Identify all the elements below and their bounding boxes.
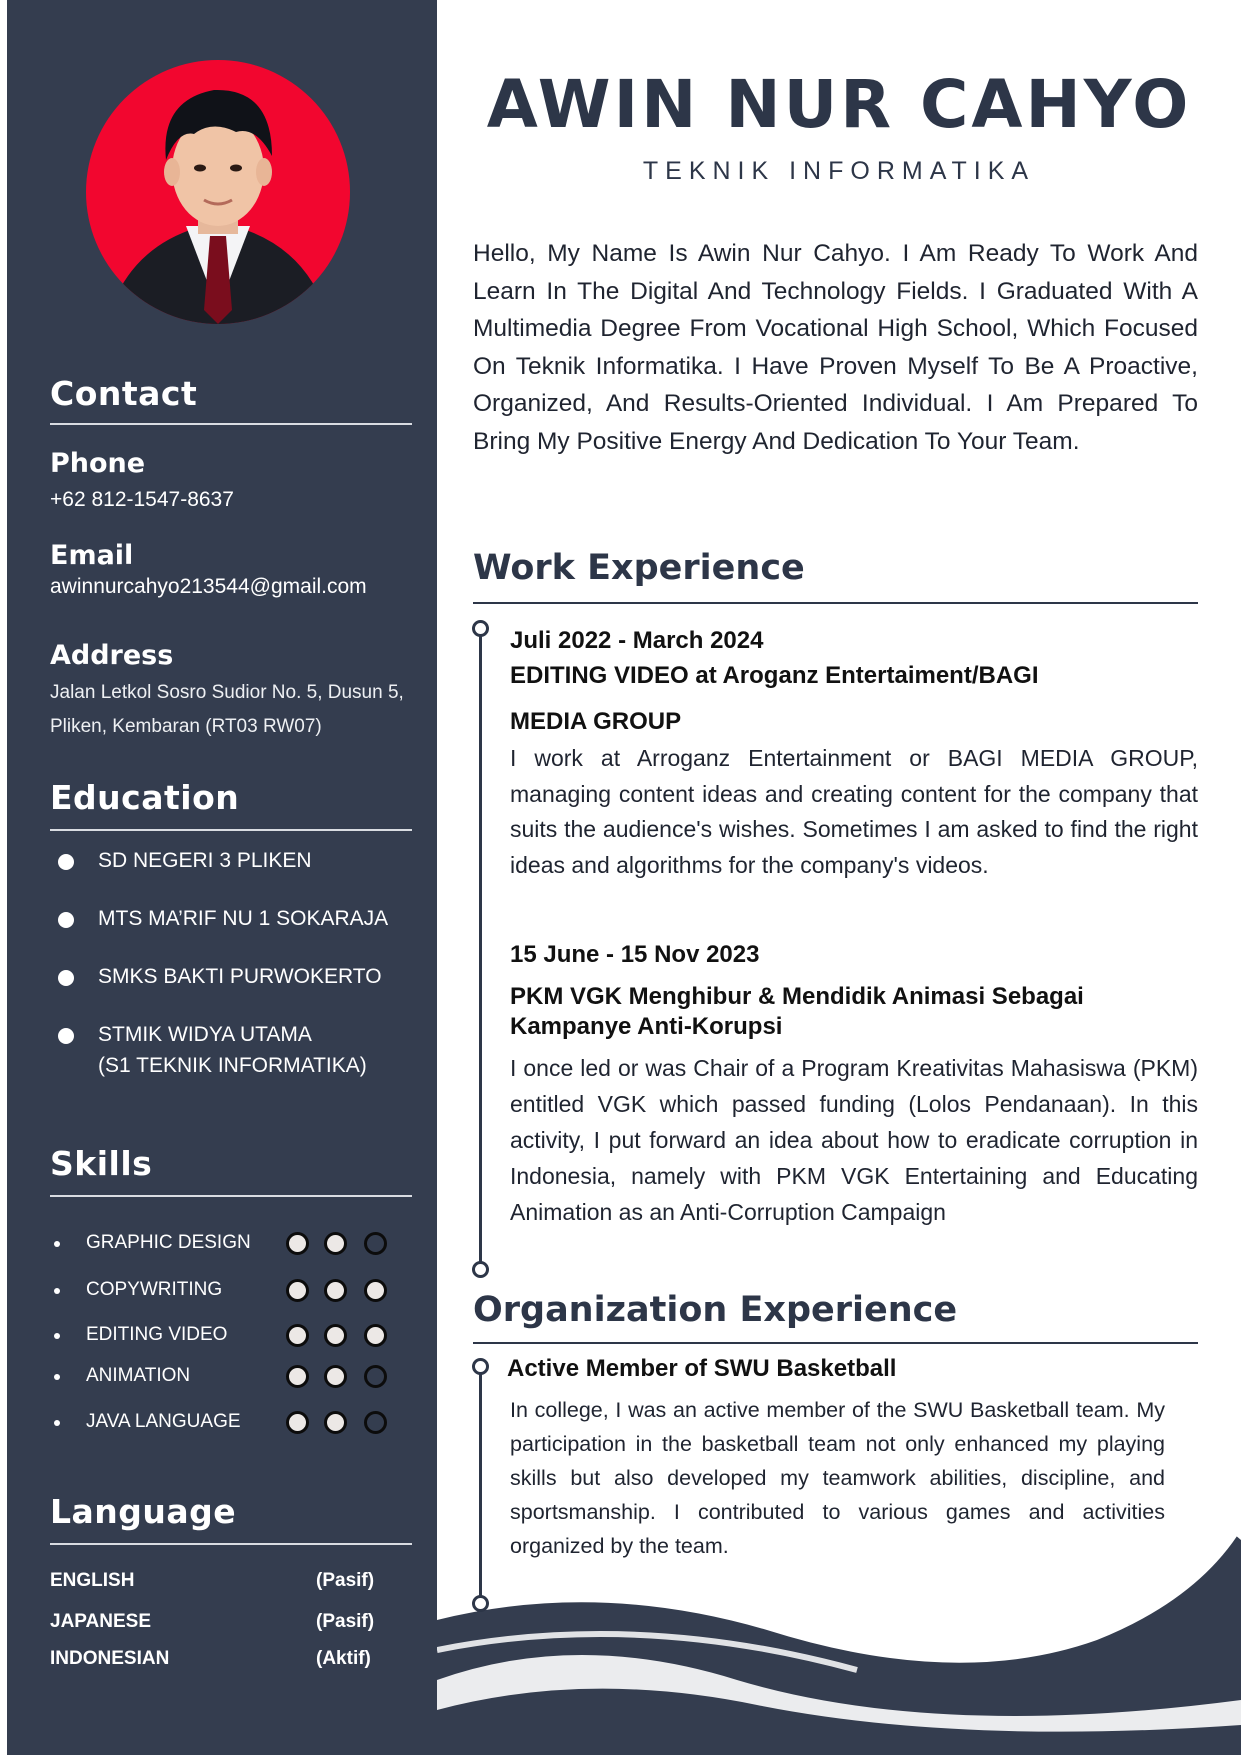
skill-level-filled-icon (324, 1279, 347, 1302)
education-school: MTS MA’RIF NU 1 SOKARAJA (98, 907, 389, 930)
skill-level-filled-icon (324, 1411, 347, 1434)
language-item (50, 1611, 390, 1637)
education-school: SMKS BAKTI PURWOKERTO (98, 965, 382, 988)
profile-photo (86, 60, 350, 324)
email-label: Email (50, 540, 134, 571)
skill-level-empty-icon (364, 1411, 387, 1434)
language-item (50, 1570, 390, 1596)
skill-level-filled-icon (324, 1232, 347, 1255)
address-value: Jalan Letkol Sosro Sudior No. 5, Dusun 5, Pliken, Kembaran (RT03 RW07) (50, 682, 404, 737)
phone-label: Phone (50, 448, 146, 479)
education-title: Education (50, 778, 240, 817)
organization-experience-divider (473, 1342, 1198, 1344)
work-date: Juli 2022 - March 2024 (510, 627, 764, 654)
language-name: INDONESIAN (50, 1648, 170, 1669)
skill-level-filled-icon (364, 1324, 387, 1347)
profile-summary: Hello, My Name Is Awin Nur Cahyo. I Am Ready To Work And Learn In The Digital And Technology Fields. I Graduated With A Multimedia Degree From Vocational High School, Which Focused On Teknik Informatika. I Have Proven Myself To Be A Proactive, Organized, And Results-Oriented Individual. I Am Prepared To Bring My Positive Energy And Dedication To Your Team. (473, 240, 1198, 455)
bullet-icon (54, 1374, 60, 1380)
language-name: JAPANESE (50, 1611, 152, 1632)
skill-item (50, 1363, 420, 1391)
full-name: AWIN NUR CAHYO (486, 66, 1192, 143)
address-label: Address (50, 640, 174, 671)
skill-level-filled-icon (286, 1324, 309, 1347)
skill-name: COPYWRITING (86, 1279, 223, 1300)
work-role-continued: MEDIA GROUP (510, 708, 682, 735)
sidebar (7, 0, 437, 1755)
work-role: EDITING VIDEO at Aroganz Entertaiment/BAGI (510, 662, 1039, 689)
bullet-icon (58, 854, 74, 870)
skill-level-filled-icon (286, 1232, 309, 1255)
contact-title: Contact (50, 374, 198, 413)
language-name: ENGLISH (50, 1570, 135, 1591)
skill-name: GRAPHIC DESIGN (86, 1232, 251, 1253)
work-role-continued: Kampanye Anti-Korupsi (510, 1013, 783, 1040)
timeline-node-icon (472, 1595, 489, 1612)
skills-divider (50, 1195, 412, 1197)
skill-name: ANIMATION (86, 1365, 191, 1386)
timeline-node-icon (472, 1261, 489, 1278)
language-level: (Pasif) (316, 1611, 375, 1632)
skill-name: JAVA LANGUAGE (86, 1411, 241, 1432)
work-description: I once led or was Chair of a Program Kreativitas Mahasiswa (PKM) entitled VGK which passed funding (Lolos Pendanaan). In this activity, I put forward an idea about how to eradicate corruption in Indonesia, namely with PKM VGK Entertaining and Educating Animation as an Anti-Corruption Campaign (510, 1055, 1198, 1225)
timeline-node-icon (472, 620, 489, 637)
work-experience-divider (473, 602, 1198, 604)
skill-level-empty-icon (364, 1365, 387, 1388)
organization-description: In college, I was an active member of the SWU Basketball team. My participation in the basketball team not only enhanced my playing skills but also developed my teamwork abilities, discipline, and sportsmanship. I contributed to various games and activities organized by the team. (510, 1398, 1165, 1558)
skill-level-filled-icon (286, 1411, 309, 1434)
bullet-icon (58, 970, 74, 986)
bullet-icon (54, 1333, 60, 1339)
bullet-icon (58, 912, 74, 928)
skill-name: EDITING VIDEO (86, 1324, 228, 1345)
work-experience-title: Work Experience (473, 548, 805, 588)
language-divider (50, 1543, 412, 1545)
phone-value: +62 812-1547-8637 (50, 488, 234, 511)
organization-role: Active Member of SWU Basketball (507, 1355, 897, 1382)
bullet-icon (54, 1241, 60, 1247)
education-program: (S1 TEKNIK INFORMATIKA) (98, 1054, 367, 1077)
skill-level-filled-icon (324, 1365, 347, 1388)
work-role: PKM VGK Menghibur & Mendidik Animasi Sebagai (510, 983, 1084, 1010)
education-school: STMIK WIDYA UTAMA (98, 1023, 312, 1046)
work-date: 15 June - 15 Nov 2023 (510, 941, 760, 968)
skill-level-filled-icon (286, 1365, 309, 1388)
language-item (50, 1648, 390, 1674)
language-level: (Pasif) (316, 1570, 375, 1591)
work-description: I work at Arroganz Entertainment or BAGI MEDIA GROUP, managing content ideas and creating content for the company that suits the audience's wishes. Sometimes I am asked to find the right ideas and algorithms for the company's videos. (510, 745, 1198, 878)
skill-level-empty-icon (364, 1232, 387, 1255)
organization-timeline-line (479, 1373, 482, 1601)
timeline-node-icon (472, 1358, 489, 1375)
person-portrait-icon (86, 60, 350, 324)
skill-level-filled-icon (324, 1324, 347, 1347)
skill-level-filled-icon (364, 1279, 387, 1302)
education-school: SD NEGERI 3 PLIKEN (98, 849, 312, 872)
language-title: Language (50, 1492, 237, 1531)
job-subtitle: TEKNIK INFORMATIKA (642, 157, 1036, 185)
bullet-icon (58, 1028, 74, 1044)
skill-item (50, 1230, 420, 1258)
bullet-icon (54, 1288, 60, 1294)
organization-experience-title: Organization Experience (473, 1290, 958, 1330)
skill-level-filled-icon (286, 1279, 309, 1302)
work-timeline-line (479, 632, 482, 1262)
skills-title: Skills (50, 1144, 153, 1183)
email-value: awinnurcahyo213544@gmail.com (50, 575, 367, 598)
bullet-icon (54, 1420, 60, 1426)
skill-item (50, 1277, 420, 1305)
language-level: (Aktif) (316, 1648, 371, 1669)
skill-item (50, 1409, 420, 1437)
education-divider (50, 829, 412, 831)
skill-item (50, 1322, 420, 1350)
contact-divider (50, 423, 412, 425)
